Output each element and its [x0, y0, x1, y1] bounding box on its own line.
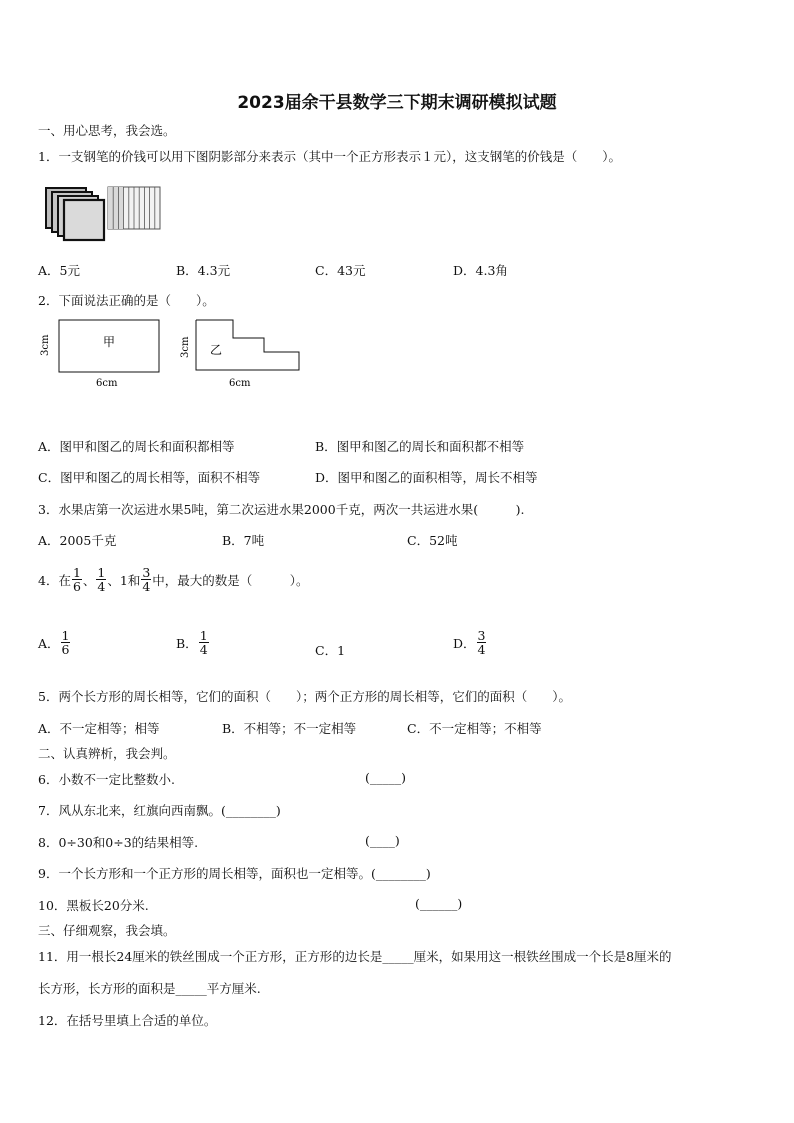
- shape-jia-label: 甲: [103, 335, 116, 349]
- q1-money-squares-figure: [44, 184, 162, 242]
- q1-option-a: A．5元: [38, 263, 80, 278]
- question-5-text: 5．两个长方形的周长相等，它们的面积（ ）；两个正方形的周长相等，它们的面积（ ）。: [38, 689, 571, 704]
- shape-jia-height-label: 3cm: [40, 334, 51, 356]
- q4-option-d-fraction: [477, 629, 487, 656]
- q4-option-d-denominator: 4: [477, 642, 486, 658]
- q4-option-b-fraction: [199, 629, 209, 656]
- q2-option-d: D．图甲和图乙的面积相等，周长不相等: [315, 470, 538, 485]
- q4-option-a-label: A．: [38, 635, 60, 651]
- shape-yi-height-label: 3cm: [180, 336, 191, 358]
- q5-option-c: C．不一定相等；不相等: [407, 721, 542, 736]
- q4-separator: 、: [82, 572, 96, 588]
- q3-option-c: C．52吨: [407, 533, 458, 548]
- q4-option-a-numerator: 1: [61, 628, 70, 643]
- question-11-line-1: 11．用一根长24厘米的铁丝围成一个正方形，正方形的边长是_____厘米，如果用这一根铁丝围成一个长是8厘米的: [38, 949, 672, 964]
- q4-fraction-2-numerator: 1: [97, 565, 106, 580]
- q3-option-b: B．7吨: [222, 533, 265, 548]
- question-6-text: 6．小数不一定比整数小.: [38, 772, 175, 787]
- q4-option-d-label: D．: [453, 635, 476, 651]
- shape-yi-width-label: 6cm: [229, 378, 251, 389]
- question-1-text: 1．一支钢笔的价钱可以用下图阴影部分来表示（其中一个正方形表示１元），这支钢笔的价钱是（ ）。: [38, 149, 621, 164]
- question-6-answer-blank[interactable]: (_____): [365, 770, 407, 785]
- question-11-line-2: 长方形，长方形的面积是_____平方厘米.: [38, 981, 261, 996]
- q4-fraction-1: [72, 566, 82, 593]
- q3-option-a: A．2005千克: [38, 533, 117, 548]
- q4-option-b: [176, 629, 210, 656]
- q4-prefix: 4．在: [38, 572, 71, 588]
- q4-option-a-denominator: 6: [61, 642, 70, 658]
- question-3-text: 3．水果店第一次运进水果5吨，第二次运进水果2000千克，两次一共运进水果( ).: [38, 502, 525, 517]
- question-8-text: 8．0÷30和0÷3的结果相等.: [38, 835, 199, 850]
- q4-suffix: 中，最大的数是（ ）。: [152, 572, 309, 588]
- question-2-text: 2．下面说法正确的是（ ）。: [38, 293, 215, 308]
- page-title: 2023届余干县数学三下期末调研模拟试题: [237, 93, 557, 113]
- q2-option-a: A．图甲和图乙的周长和面积都相等: [38, 439, 235, 454]
- q4-fraction-1-numerator: 1: [72, 565, 81, 580]
- question-10-text: 10．黑板长20分米.: [38, 898, 149, 913]
- question-4-text: [38, 566, 309, 593]
- q4-fraction-2-denominator: 4: [97, 579, 106, 595]
- question-9-text: 9．一个长方形和一个正方形的周长相等，面积也一定相等。(________): [38, 866, 431, 881]
- q4-middle: 、1和: [107, 572, 141, 588]
- q4-option-b-numerator: 1: [199, 628, 208, 643]
- q2-shapes-figure: [36, 314, 306, 394]
- section-heading-3: 三、仔细观察，我会填。: [38, 923, 176, 938]
- q4-option-a: [38, 629, 71, 656]
- q4-option-b-denominator: 4: [199, 642, 208, 658]
- q4-fraction-1-denominator: 6: [72, 579, 81, 595]
- q1-option-c: C．43元: [315, 263, 366, 278]
- q2-option-b: B．图甲和图乙的周长和面积都不相等: [315, 439, 525, 454]
- q4-option-d: [453, 629, 487, 656]
- q5-option-b: B．不相等；不一定相等: [222, 721, 357, 736]
- stacked-shaded-squares: [46, 188, 104, 240]
- q4-option-d-numerator: 3: [477, 628, 486, 643]
- shape-jia-width-label: 6cm: [96, 378, 118, 389]
- q5-option-a: A．不一定相等；相等: [38, 721, 160, 736]
- question-12-text: 12．在括号里填上合适的单位。: [38, 1013, 217, 1028]
- q1-option-b: B．4.3元: [176, 263, 231, 278]
- q4-option-c: C．1: [315, 643, 346, 658]
- q4-option-a-fraction: [61, 629, 71, 656]
- q4-fraction-3: [141, 566, 151, 593]
- q4-fraction-3-numerator: 3: [142, 565, 151, 580]
- question-7-text: 7．风从东北来，红旗向西南飘。(________): [38, 803, 281, 818]
- q4-fraction-2: [96, 566, 106, 593]
- shape-yi-label: 乙: [210, 343, 223, 357]
- q4-fraction-3-denominator: 4: [142, 579, 151, 595]
- q4-option-b-label: B．: [176, 635, 198, 651]
- section-heading-1: 一、用心思考，我会选。: [38, 123, 176, 138]
- question-8-answer-blank[interactable]: (____): [365, 833, 400, 848]
- q1-option-d: D．4.3角: [453, 263, 508, 278]
- section-heading-2: 二、认真辨析，我会判。: [38, 746, 176, 761]
- striped-tenths-square: [108, 187, 160, 229]
- question-10-answer-blank[interactable]: (______): [415, 896, 463, 911]
- q2-option-c: C．图甲和图乙的周长相等，面积不相等: [38, 470, 261, 485]
